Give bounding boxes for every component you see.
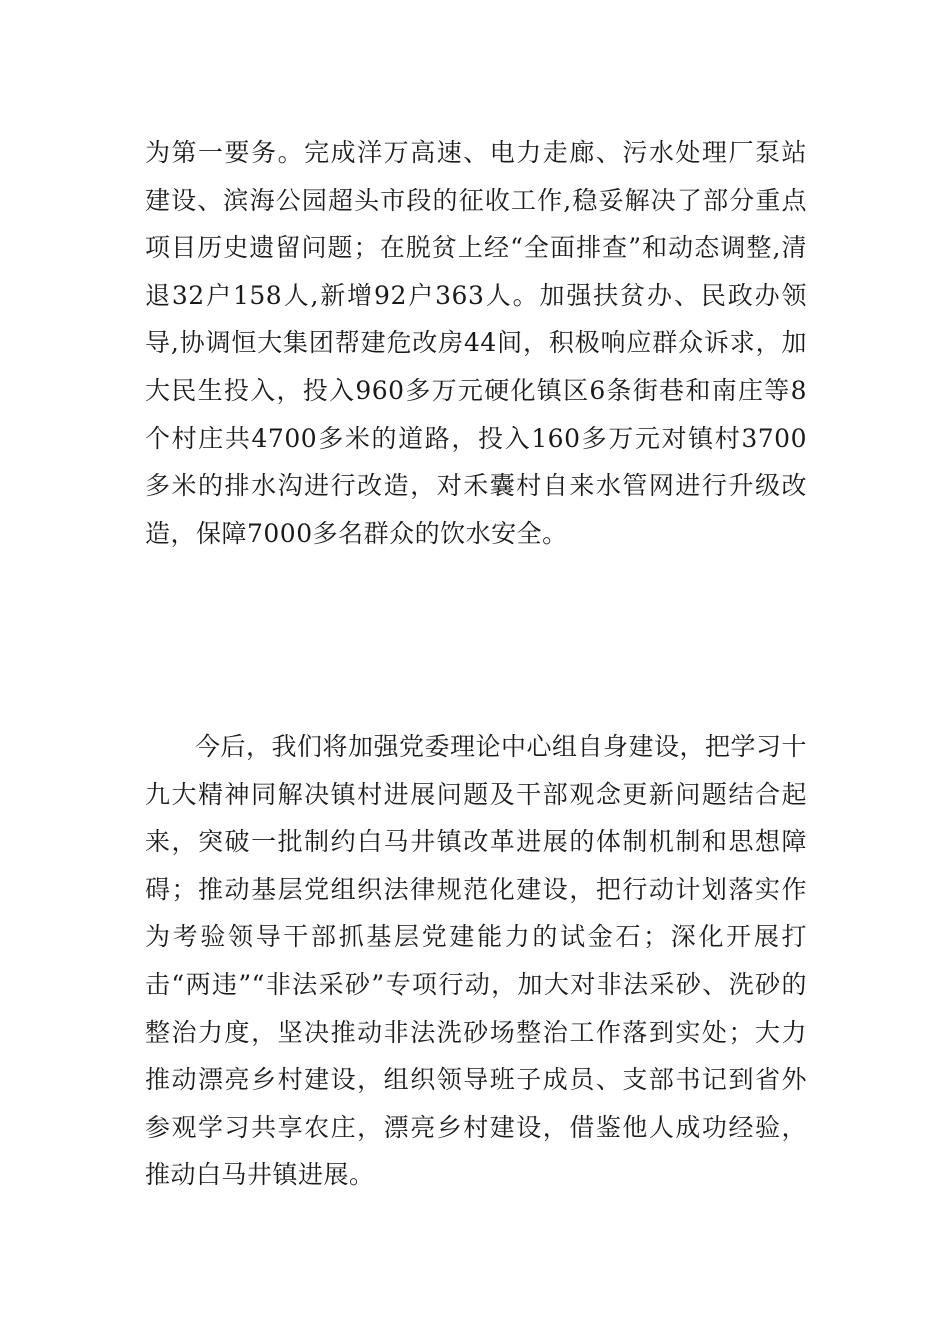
body-paragraph-1: 为第一要务。完成洋万高速、电力走廊、污水处理厂泵站建设、滨海公园超头市段的征收工作,稳妥解决了部分重点项目历史遗留问题；在脱贫上经“全面排查”和动态调整,清退32户158人,新增92户363人。加强扶贫办、民政办领导,协调恒大集团帮建危改房44间，积极响应群众诉求，加大民生投入，投入960多万元硬化镇区6条街巷和南庄等8个村庄共4700多米的道路，投入160多万元对镇村3700多米的排水沟进行改造，对禾囊村自来水管网进行升级改造，保障7000多名群众的饮水安全。 (145, 138, 807, 548)
body-paragraph-2: 今后，我们将加强党委理论中心组自身建设，把学习十九大精神同解决镇村进展问题及干部观念更新问题结合起来，突破一批制约白马井镇改革进展的体制机制和思想障碍；推动基层党组织法律规范化建设，把行动计划落实作为考验领导干部抓基层党建能力的试金石；深化开展打击“两违”“非法采砂”专项行动，加大对非法采砂、洗砂的整治力度，坚决推动非法洗砂场整治工作落到实处；大力推动漂亮乡村建设，组织领导班子成员、支部书记到省外参观学习共享农庄，漂亮乡村建设，借鉴他人成功经验，推动白马井镇进展。 (145, 732, 808, 1190)
